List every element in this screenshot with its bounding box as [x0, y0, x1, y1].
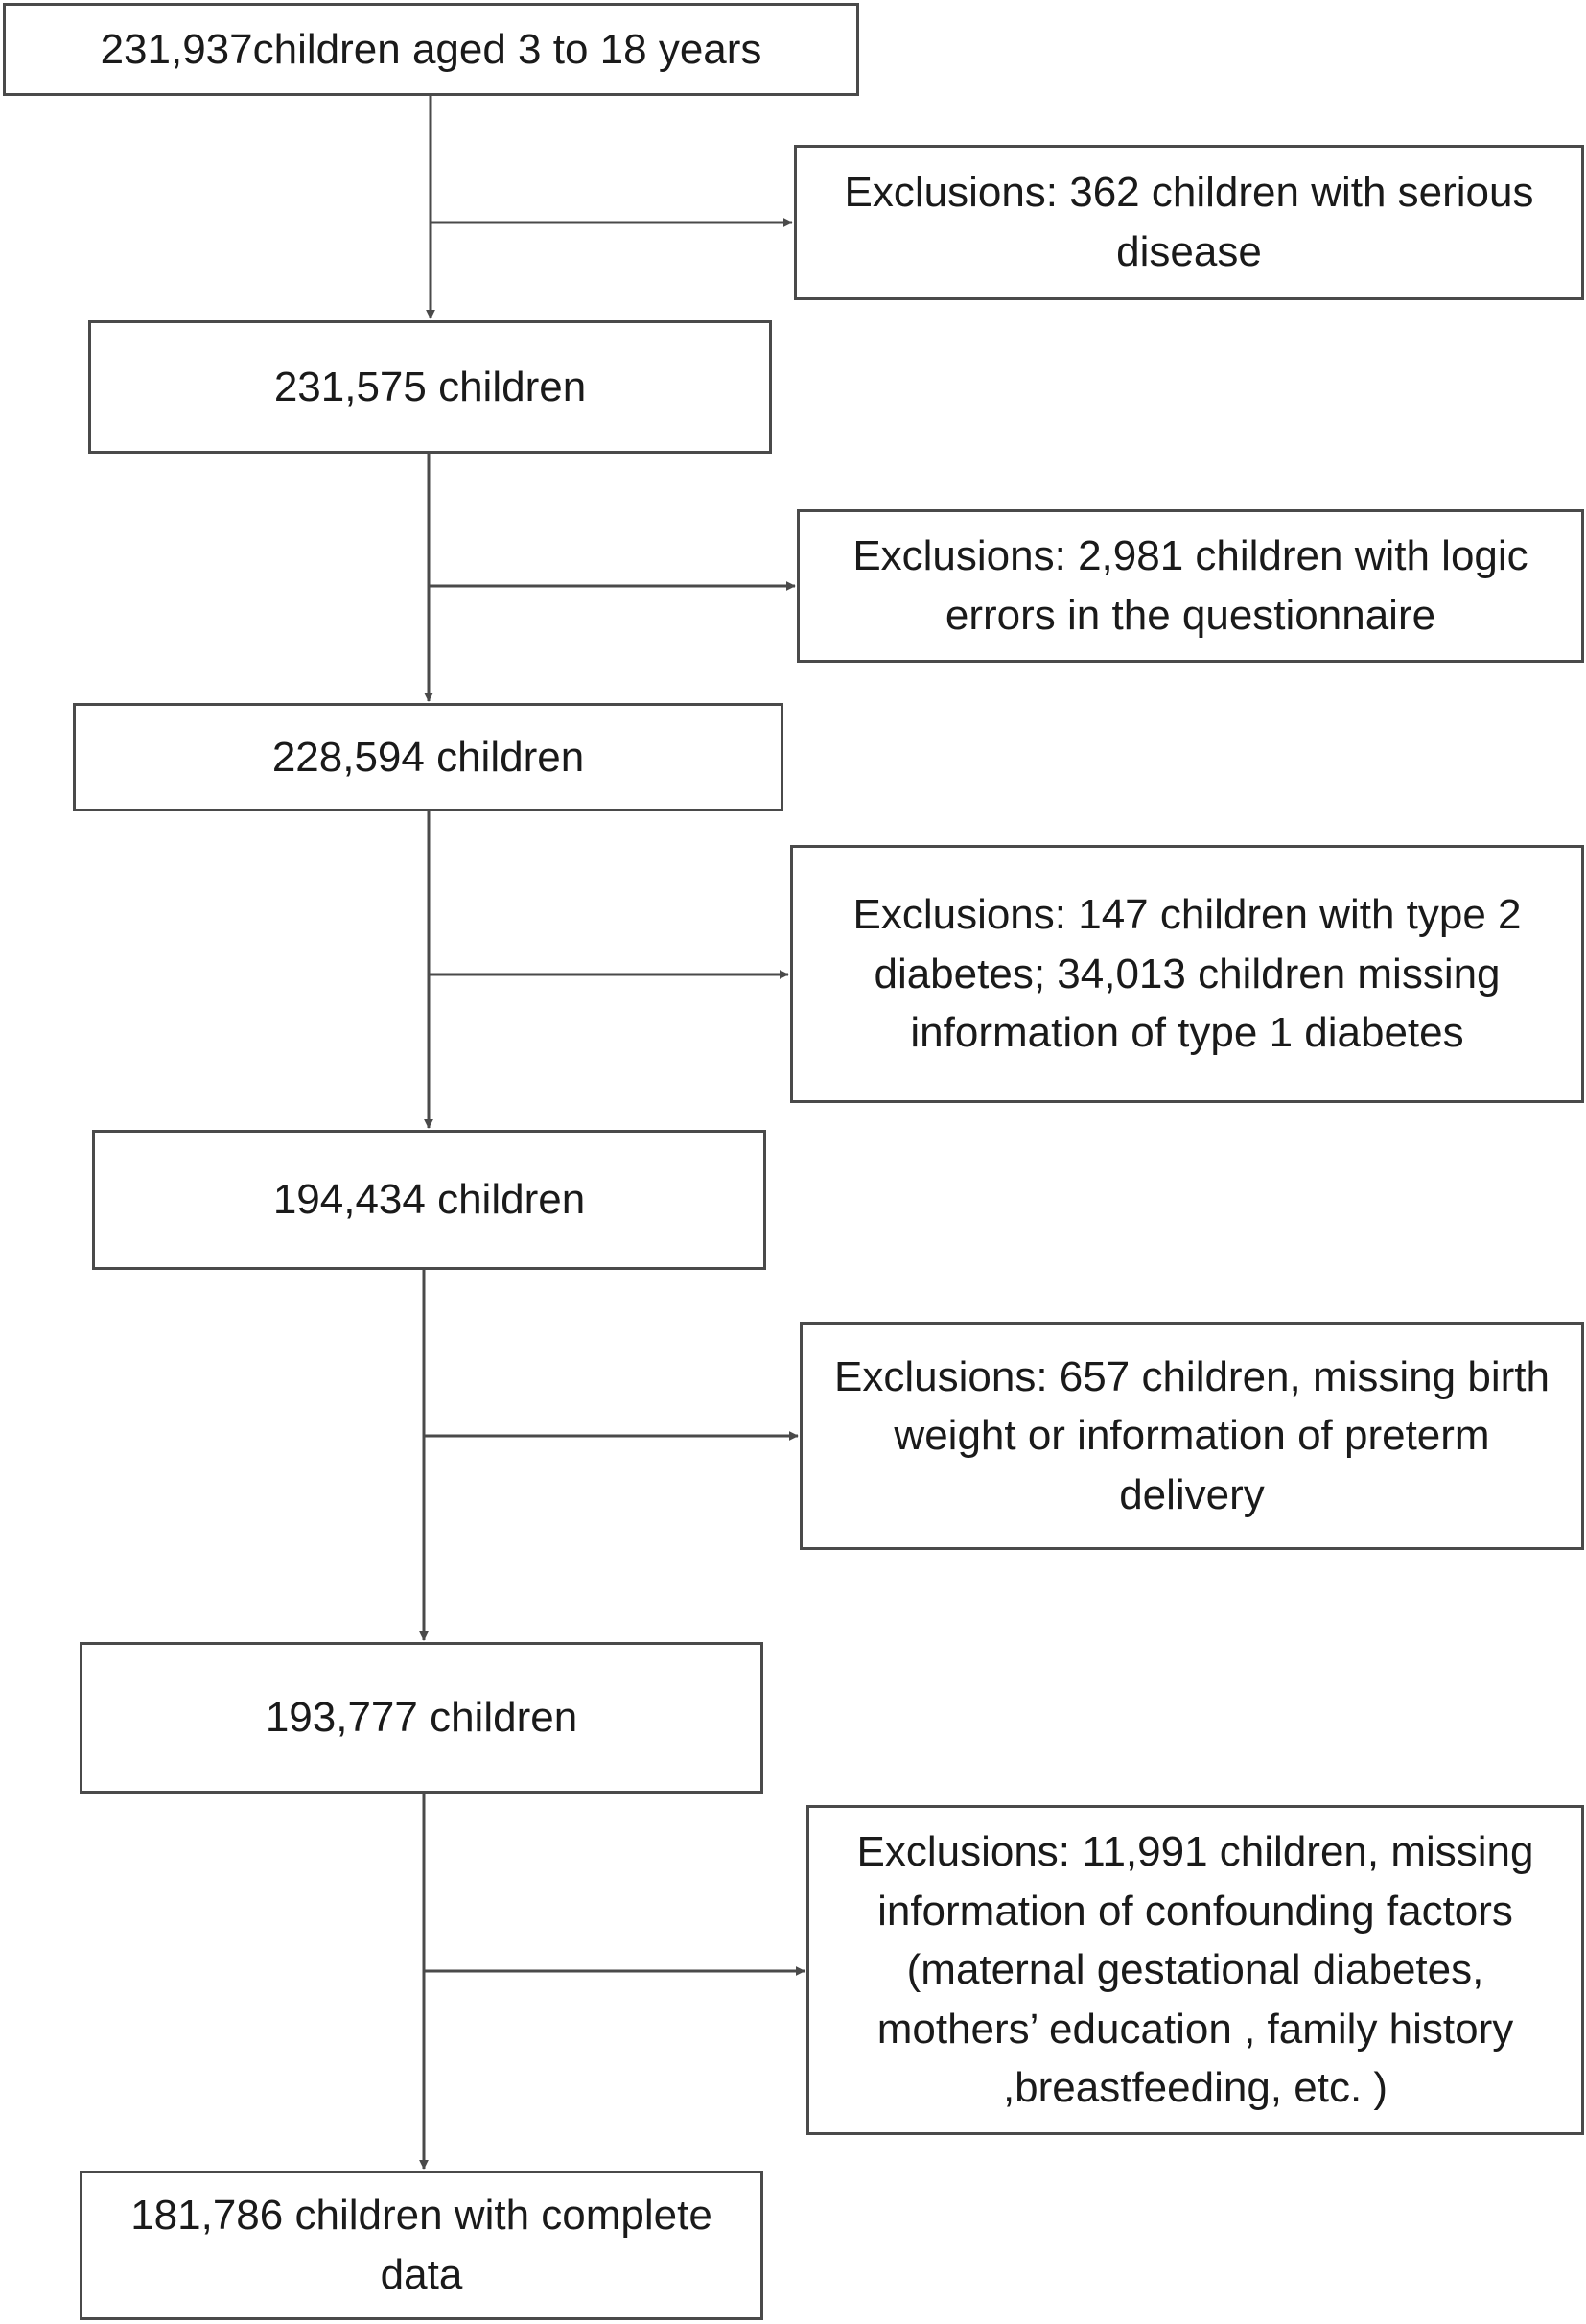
exclusion-label: Exclusions: 362 children with serious disease — [844, 169, 1534, 275]
flow-step-label: 193,777 children — [265, 1694, 578, 1742]
flow-step-label: 194,434 children — [272, 1176, 586, 1224]
exclusion-label: Exclusions: 657 children, missing birth weight or information of preterm delivery — [834, 1352, 1550, 1518]
exclusion-label: Exclusions: 11,991 children, missing information of confounding factors (maternal gestational diabetes, mothers’ education , family history ,breastfeeding, etc. ) — [856, 1828, 1534, 2112]
flow-step-after-diabetes-exclusion — [92, 1130, 766, 1270]
flow-step-initial-cohort — [3, 3, 859, 96]
flow-step-after-logic-exclusion — [73, 703, 783, 811]
flow-step-after-disease-exclusion — [88, 320, 772, 454]
flow-step-final-cohort — [80, 2171, 763, 2320]
exclusion-label: Exclusions: 147 children with type 2 diabetes; 34,013 children missing information of type 1 diabetes — [852, 891, 1522, 1057]
flow-step-label: 231,937children aged 3 to 18 years — [100, 25, 762, 73]
flow-step-label: 231,575 children — [273, 363, 587, 411]
flow-step-after-birth-weight-exclusion — [80, 1642, 763, 1794]
exclusion-box-birth-weight — [800, 1322, 1584, 1550]
exclusion-box-logic-errors — [797, 509, 1584, 663]
flow-step-label: 228,594 children — [271, 733, 585, 781]
exclusion-box-confounding-factors — [806, 1805, 1584, 2135]
flow-step-label: 181,786 children with complete data — [130, 2192, 712, 2298]
exclusion-box-serious-disease — [794, 145, 1584, 300]
exclusion-box-diabetes — [790, 845, 1584, 1103]
exclusion-label: Exclusions: 2,981 children with logic errors in the questionnaire — [852, 532, 1528, 639]
